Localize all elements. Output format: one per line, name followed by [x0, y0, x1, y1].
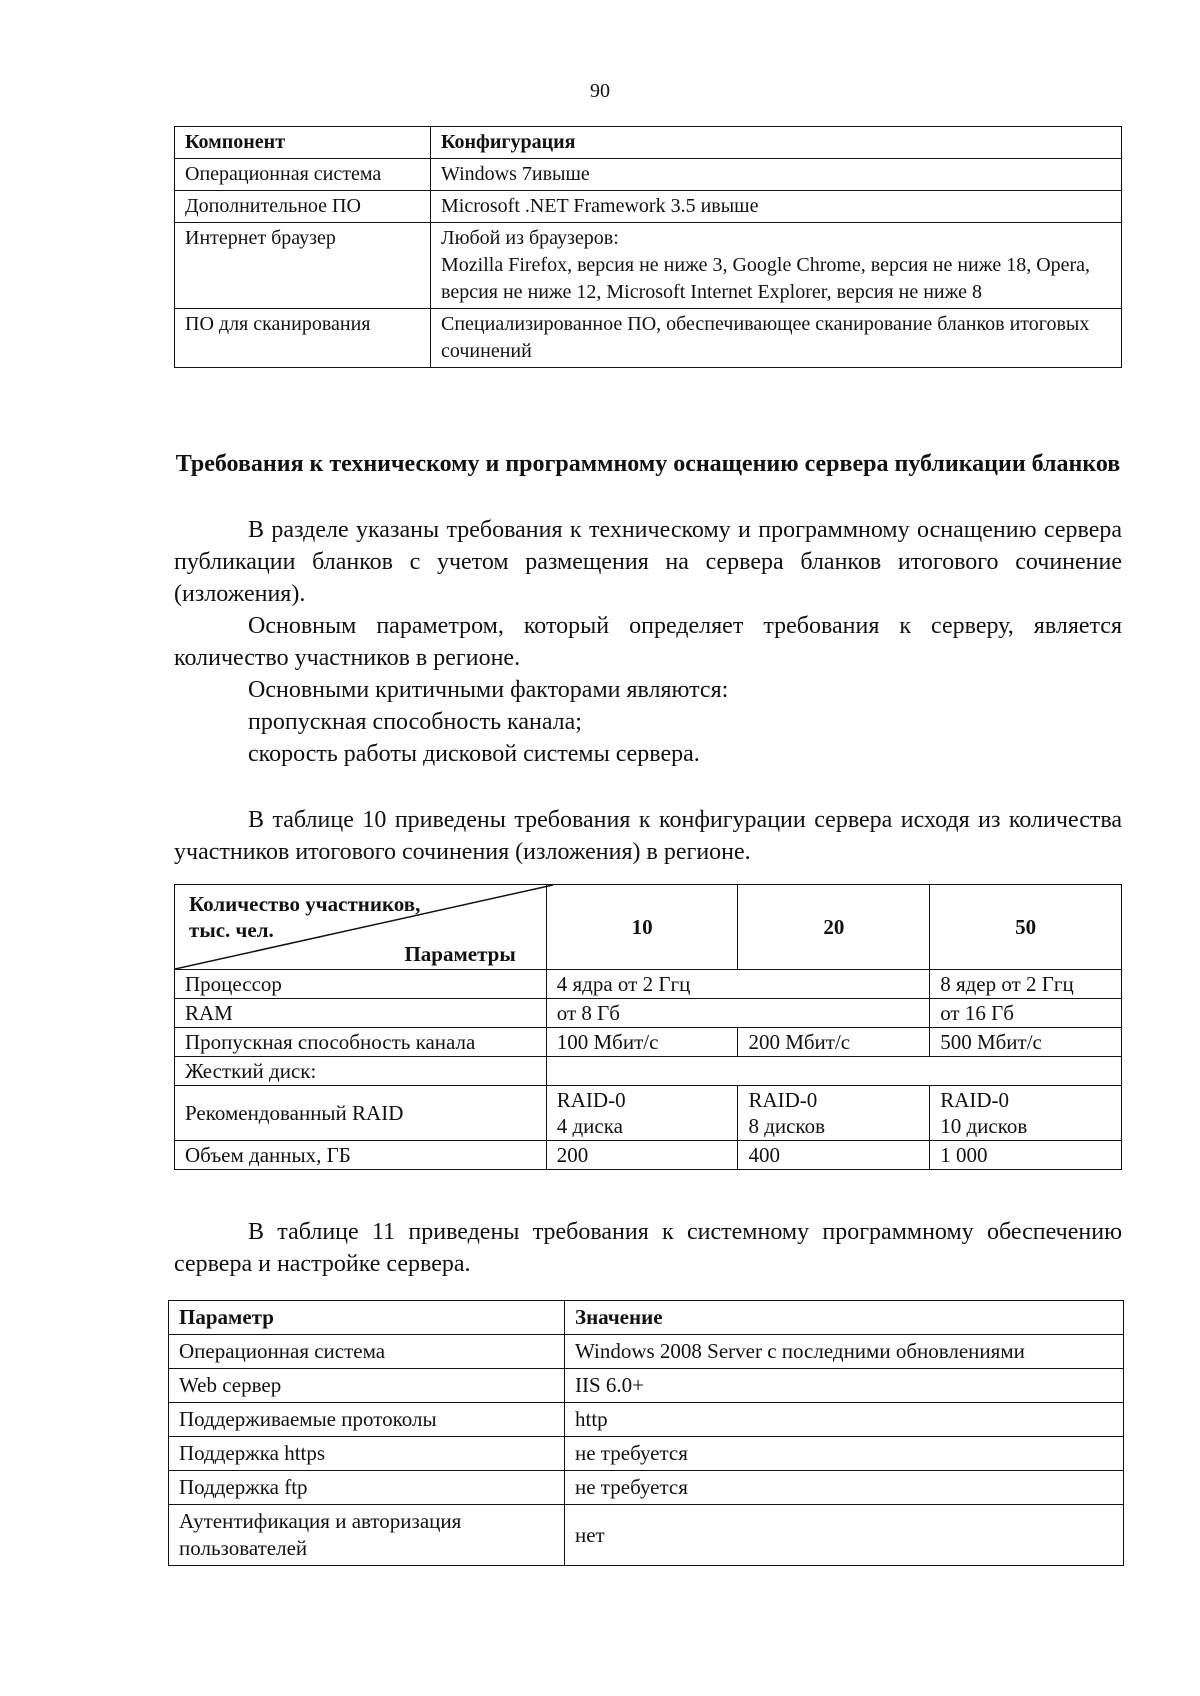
component-cell: ПО для сканирования [175, 309, 431, 368]
table-row [169, 1505, 1124, 1566]
param-cell: Жесткий диск: [175, 1057, 547, 1086]
corner-bottom-label: Параметры [404, 942, 516, 966]
value-cell: 100 Мбит/с [546, 1028, 738, 1057]
param-cell: RAM [175, 999, 547, 1028]
table-row [175, 1057, 1122, 1086]
page-number: 90 [590, 80, 610, 102]
value-cell: не требуется [565, 1437, 1124, 1471]
table-row [175, 970, 1122, 999]
table-row [175, 159, 1122, 191]
value-cell: от 16 Гб [930, 999, 1122, 1028]
component-cell: Дополнительное ПО [175, 191, 431, 223]
server-config-table [174, 884, 1122, 1170]
client-requirements-table [174, 126, 1122, 368]
table-row [175, 1086, 1122, 1141]
table-row [169, 1471, 1124, 1505]
paragraph: В разделе указаны требования к техническому и программному оснащению сервера публикации бланков с учетом размещения на сервера бланков итогового сочинение (изложения). [174, 517, 1122, 607]
column-header: 10 [546, 885, 738, 970]
param-cell: Объем данных, ГБ [175, 1141, 547, 1170]
value-cell: 500 Мбит/с [930, 1028, 1122, 1057]
param-cell: Рекомендованный RAID [175, 1086, 547, 1141]
server-software-table [168, 1300, 1124, 1566]
value-cell: http [565, 1403, 1124, 1437]
column-header: 20 [738, 885, 930, 970]
disk-count: 8 дисков [748, 1114, 825, 1138]
table-row [175, 999, 1122, 1028]
value-cell [546, 1086, 738, 1141]
paragraph: Основными критичными факторами являются: [248, 677, 729, 703]
value-cell: Windows 2008 Server с последними обновлениями [565, 1335, 1124, 1369]
table-row [175, 309, 1122, 368]
param-cell: Поддержка ftp [169, 1471, 565, 1505]
table-header-row [175, 885, 1122, 970]
paragraph: Основным параметром, который определяет требования к серверу, является количество участников в регионе. [174, 613, 1122, 671]
value-cell: 200 Мбит/с [738, 1028, 930, 1057]
param-cell: Аутентификация и авторизация пользователей [169, 1505, 565, 1566]
raid-type: RAID-0 [748, 1088, 818, 1112]
table-header-row [169, 1301, 1124, 1335]
value-cell [738, 1086, 930, 1141]
param-cell: Web сервер [169, 1369, 565, 1403]
value-cell: 4 ядра от 2 Ггц [546, 970, 929, 999]
value-cell: от 8 Гб [546, 999, 929, 1028]
config-line: Любой из браузеров: [441, 227, 619, 249]
list-item: пропускная способность канала; [248, 709, 582, 735]
param-cell: Процессор [175, 970, 547, 999]
table-row [169, 1369, 1124, 1403]
table-header-row [175, 127, 1122, 159]
component-cell: Операционная система [175, 159, 431, 191]
param-cell: Поддержка https [169, 1437, 565, 1471]
config-line: Mozilla Firefox, версия не ниже 3, Google Chrome, версия не ниже 18, Opera, версия не ниже 12, Microsoft Internet Explorer, версия не ниже 8 [441, 254, 1091, 303]
param-cell: Поддерживаемые протоколы [169, 1403, 565, 1437]
param-cell: Операционная система [169, 1335, 565, 1369]
value-cell [930, 1086, 1122, 1141]
column-header: Параметр [169, 1301, 565, 1335]
section-title: Требования к техническому и программному оснащению сервера публикации бланков [175, 451, 1121, 477]
column-header: Значение [565, 1301, 1124, 1335]
table-row [175, 191, 1122, 223]
value-cell: 8 ядер от 2 Ггц [930, 970, 1122, 999]
value-cell: не требуется [565, 1471, 1124, 1505]
table-row [175, 1028, 1122, 1057]
table-row [175, 223, 1122, 309]
table-row [175, 1141, 1122, 1170]
value-cell: нет [565, 1505, 1124, 1566]
list-item: скорость работы дисковой системы сервера. [248, 741, 700, 767]
value-cell: 200 [546, 1141, 738, 1170]
paragraph: В таблице 10 приведены требования к конфигурации сервера исходя из количества участников итогового сочинения (изложения) в регионе. [174, 807, 1122, 865]
corner-top-label: Количество участников, тыс. чел. [189, 892, 421, 942]
table-row [169, 1403, 1124, 1437]
param-cell: Пропускная способность канала [175, 1028, 547, 1057]
column-header: 50 [930, 885, 1122, 970]
value-cell: 1 000 [930, 1141, 1122, 1170]
raid-type: RAID-0 [940, 1088, 1010, 1112]
empty-cell [546, 1057, 1121, 1086]
config-cell: Windows 7ивыше [431, 159, 1122, 191]
table-row [169, 1335, 1124, 1369]
diagonal-header-cell [175, 885, 547, 970]
table-row [169, 1437, 1124, 1471]
component-cell: Интернет браузер [175, 223, 431, 309]
config-cell: Microsoft .NET Framework 3.5 ивыше [431, 191, 1122, 223]
value-cell: IIS 6.0+ [565, 1369, 1124, 1403]
value-cell: 400 [738, 1141, 930, 1170]
column-header: Конфигурация [431, 127, 1122, 159]
paragraph: В таблице 11 приведены требования к системному программному обеспечению сервера и настройке сервера. [174, 1219, 1122, 1277]
disk-count: 4 диска [556, 1114, 623, 1138]
config-cell [431, 223, 1122, 309]
raid-type: RAID-0 [556, 1088, 626, 1112]
config-cell: Специализированное ПО, обеспечивающее сканирование бланков итоговых сочинений [431, 309, 1122, 368]
column-header: Компонент [175, 127, 431, 159]
disk-count: 10 дисков [940, 1114, 1028, 1138]
